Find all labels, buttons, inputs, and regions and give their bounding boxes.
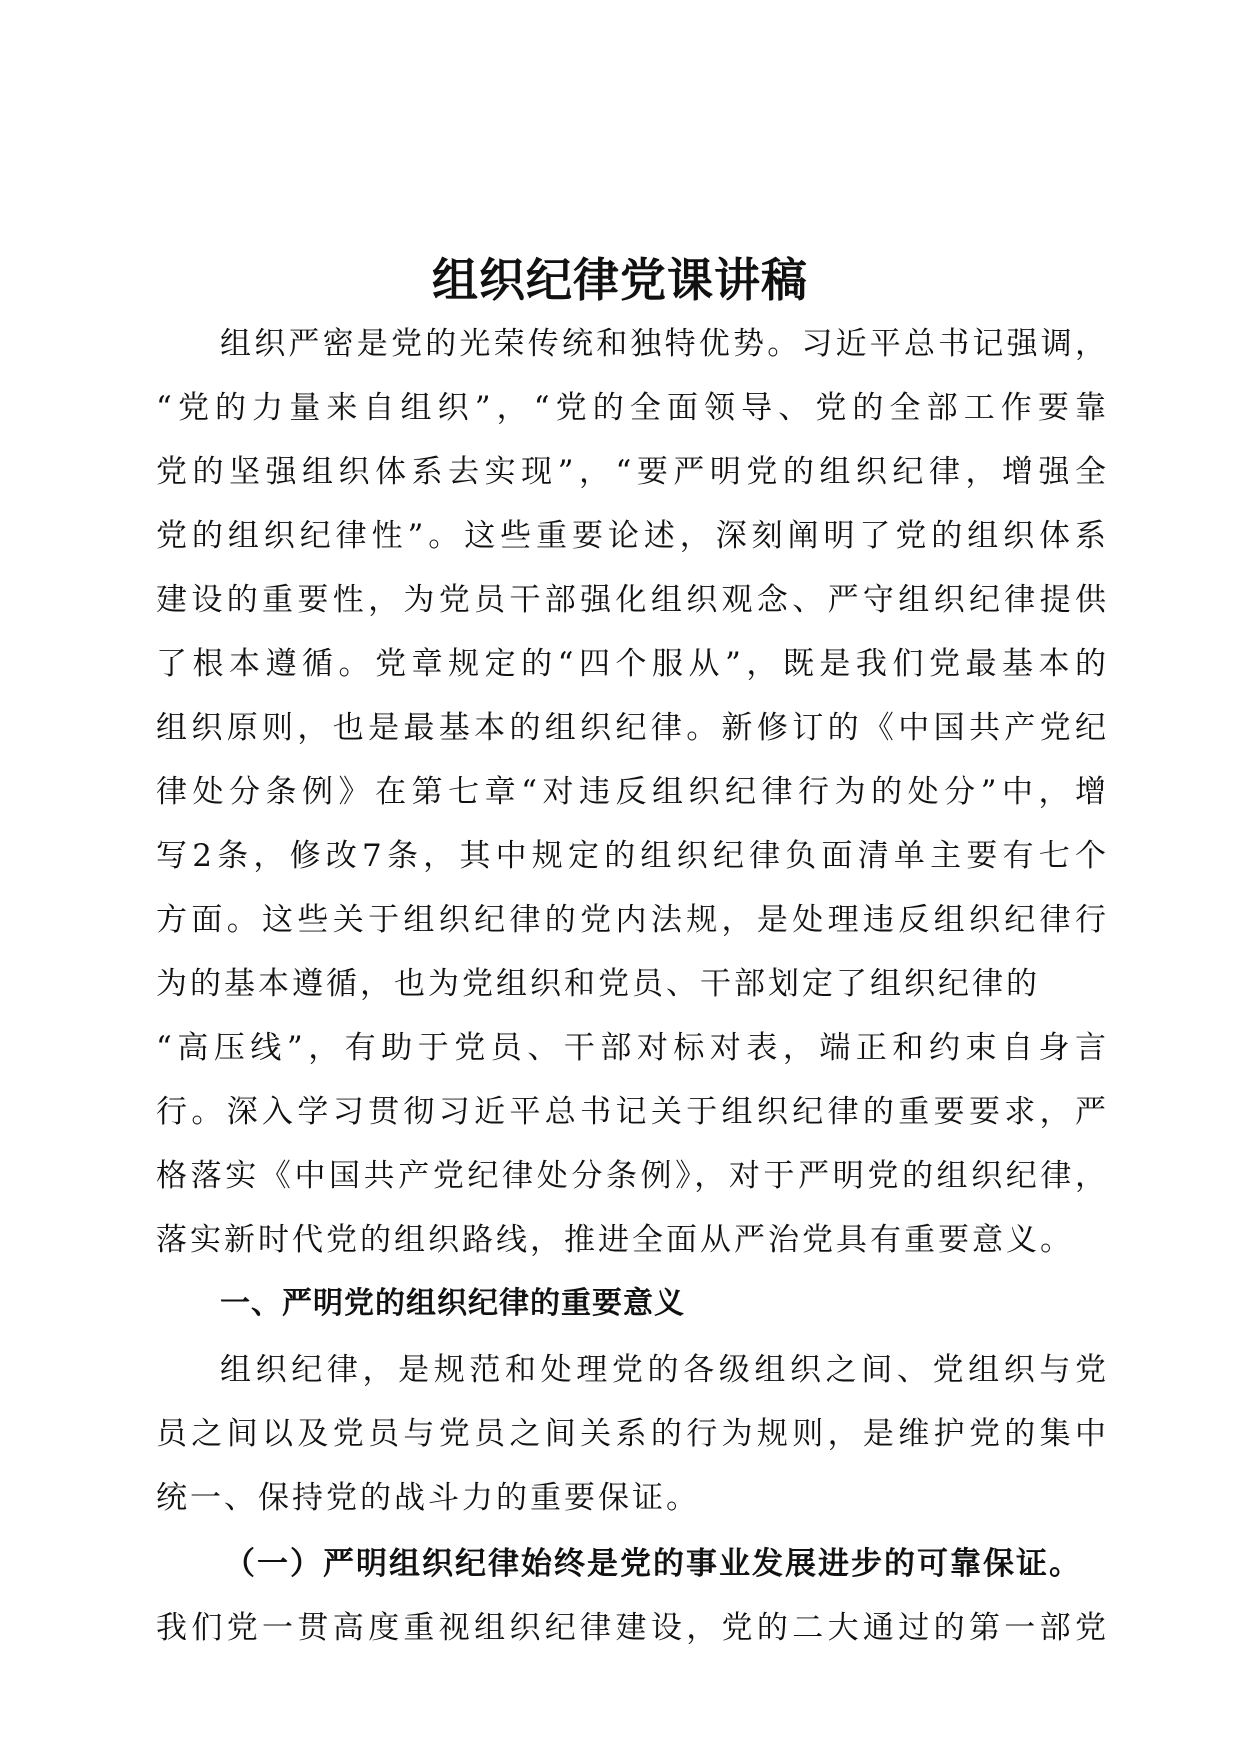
intro-line-10: 方面。这些关于组织纪律的党内法规，是处理违反组织纪律行	[156, 902, 1106, 938]
subsection-1-line-1: 我们党一贯高度重视组织纪律建设，党的二大通过的第一部党	[156, 1610, 1106, 1646]
section-1-line-1: 组织纪律，是规范和处理党的各级组织之间、党组织与党	[220, 1352, 1106, 1388]
intro-line-4: 党的组织纪律性”。这些重要论述，深刻阐明了党的组织体系	[156, 518, 1106, 554]
intro-line-6: 了根本遵循。党章规定的“四个服从”，既是我们党最基本的	[156, 646, 1106, 682]
intro-line-14: 格落实《中国共产党纪律处分条例》，对于严明党的组织纪律，	[156, 1158, 1106, 1194]
section-1-line-2: 员之间以及党员与党员之间关系的行为规则，是维护党的集中	[156, 1416, 1106, 1452]
intro-line-9: 写2条，修改7条，其中规定的组织纪律负面清单主要有七个	[156, 838, 1106, 874]
subsection-1-heading: （一）严明组织纪律始终是党的事业发展进步的可靠保证。	[224, 1546, 1082, 1582]
section-1-line-3: 统一、保持党的战斗力的重要保证。	[156, 1480, 700, 1516]
intro-line-7: 组织原则，也是最基本的组织纪律。新修订的《中国共产党纪	[156, 710, 1106, 746]
document-title: 组织纪律党课讲稿	[432, 253, 808, 307]
intro-line-12: “高压线”，有助于党员、干部对标对表，端正和约束自身言	[156, 1030, 1106, 1066]
intro-line-15: 落实新时代党的组织路线，推进全面从严治党具有重要意义。	[156, 1222, 1074, 1258]
intro-line-3: 党的坚强组织体系去实现”，“要严明党的组织纪律，增强全	[156, 454, 1106, 490]
intro-line-1: 组织严密是党的光荣传统和独特优势。习近平总书记强调，	[220, 326, 1106, 362]
intro-line-8: 律处分条例》在第七章“对违反组织纪律行为的处分”中，增	[156, 774, 1106, 810]
intro-line-13: 行。深入学习贯彻习近平总书记关于组织纪律的重要要求，严	[156, 1094, 1106, 1130]
intro-line-2: “党的力量来自组织”，“党的全面领导、党的全部工作要靠	[156, 390, 1106, 426]
section-1-heading: 一、严明党的组织纪律的重要意义	[220, 1286, 685, 1321]
intro-line-5: 建设的重要性，为党员干部强化组织观念、严守组织纪律提供	[156, 582, 1106, 618]
intro-line-11: 为的基本遵循，也为党组织和党员、干部划定了组织纪律的	[156, 966, 1040, 1002]
